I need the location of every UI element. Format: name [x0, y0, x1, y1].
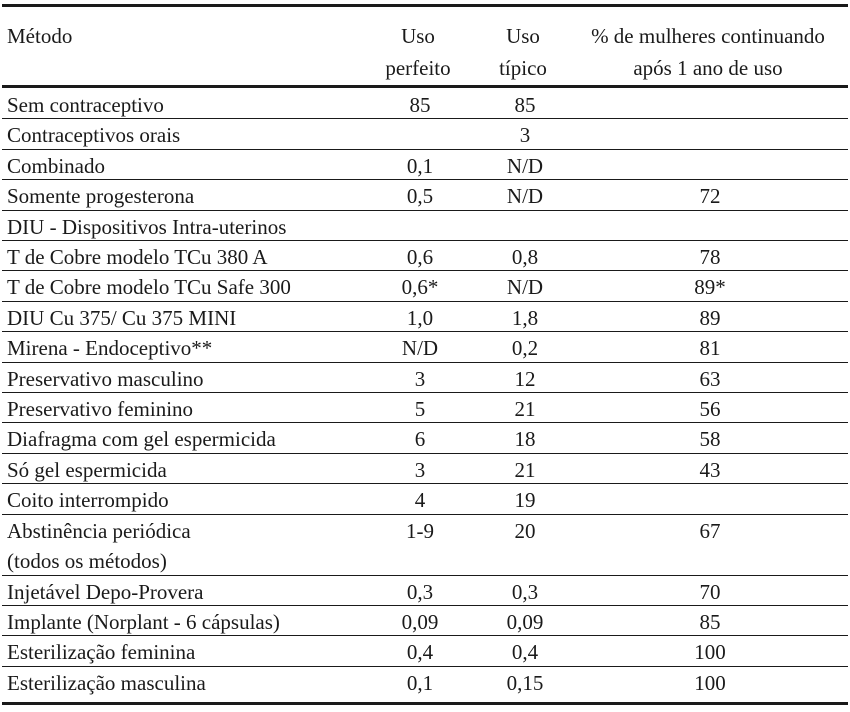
- header-uso-tipico: [477, 20, 569, 84]
- cell-uso-tipico: 18: [514, 427, 536, 452]
- table-row: [2, 149, 848, 180]
- cell-uso-perfeito: 6: [414, 427, 426, 452]
- table-row: [2, 422, 848, 453]
- cell-metodo: Diafragma com gel espermicida: [7, 427, 276, 452]
- table-row: [2, 453, 848, 484]
- cell-pct-continuando: 81: [699, 336, 721, 361]
- cell-uso-perfeito: 5: [414, 397, 426, 421]
- cell-metodo: Abstinência periódica: [7, 518, 191, 543]
- table-row: [2, 88, 848, 119]
- cell-metodo: DIU Cu 375/ Cu 375 MINI: [7, 305, 237, 330]
- header-uso-perfeito-line2: perfeito: [385, 56, 451, 80]
- header-uso-tipico-line1: Uso: [506, 24, 540, 48]
- cell-uso-tipico: 85: [514, 93, 536, 117]
- table-row: [2, 210, 848, 241]
- cell-metodo: Injetável Depo-Provera: [7, 579, 204, 604]
- table-row: [2, 575, 848, 606]
- table-row: [2, 331, 848, 362]
- cell-uso-tipico: 0,15: [506, 670, 544, 695]
- table-row: [2, 666, 848, 696]
- cell-uso-perfeito: 4: [414, 488, 426, 513]
- cell-uso-tipico: N/D: [506, 184, 544, 209]
- cell-metodo: Somente progesterona: [7, 184, 195, 209]
- cell-metodo: T de Cobre modelo TCu Safe 300: [7, 275, 291, 300]
- cell-metodo: Implante (Norplant - 6 cápsulas): [7, 610, 280, 634]
- top-rule: [2, 4, 848, 7]
- cell-uso-tipico: 0,2: [511, 336, 539, 361]
- header-pct-line1: % de mulheres continuando: [591, 24, 825, 48]
- cell-pct-continuando: 100: [694, 640, 726, 665]
- cell-metodo: Contraceptivos orais: [7, 123, 181, 148]
- cell-uso-tipico: N/D: [506, 153, 544, 178]
- cell-pct-continuando: 43: [699, 457, 721, 482]
- cell-metodo: Mirena - Endoceptivo**: [7, 336, 213, 361]
- cell-uso-tipico: 21: [514, 457, 536, 482]
- cell-uso-perfeito: N/D: [401, 336, 439, 361]
- header-metodo: Método: [7, 24, 73, 48]
- cell-uso-tipico: N/D: [506, 275, 544, 300]
- cell-metodo: T de Cobre modelo TCu 380 A: [7, 245, 268, 269]
- table-row: [2, 605, 848, 636]
- cell-pct-continuando: 56: [699, 397, 721, 421]
- table-row: [2, 240, 848, 271]
- cell-uso-tipico: 3: [519, 123, 531, 148]
- cell-uso-tipico: 20: [514, 518, 536, 543]
- cell-pct-continuando: 58: [699, 427, 721, 452]
- cell-uso-perfeito: 0,5: [406, 184, 434, 209]
- table-row: [2, 635, 848, 666]
- cell-pct-continuando: 67: [699, 518, 721, 543]
- header-uso-perfeito-line1: Uso: [401, 24, 435, 48]
- cell-uso-tipico: 0,8: [511, 245, 539, 269]
- cell-metodo: DIU - Dispositivos Intra-uterinos: [7, 214, 287, 239]
- cell-uso-tipico: 1,8: [511, 305, 539, 330]
- cell-metodo-continued: (todos os métodos): [7, 548, 167, 573]
- cell-uso-perfeito: 1-9: [406, 518, 434, 543]
- cell-pct-continuando: 78: [699, 245, 721, 269]
- cell-uso-perfeito: 0,1: [406, 153, 434, 178]
- header-pct-line2: após 1 ano de uso: [633, 56, 783, 80]
- cell-metodo: Preservativo feminino: [7, 397, 194, 421]
- cell-pct-continuando: 89: [699, 305, 721, 330]
- cell-uso-tipico: 0,09: [506, 610, 544, 634]
- cell-pct-continuando: 70: [699, 579, 721, 604]
- cell-uso-tipico: 0,4: [511, 640, 539, 665]
- cell-pct-continuando: 85: [699, 610, 721, 634]
- header-uso-tipico-line2: típico: [499, 56, 547, 80]
- cell-pct-continuando: 72: [699, 184, 721, 209]
- table-row: [2, 362, 848, 393]
- cell-uso-perfeito: 0,3: [406, 579, 434, 604]
- cell-uso-perfeito: 85: [409, 93, 431, 117]
- cell-uso-perfeito: 0,6*: [401, 275, 439, 300]
- cell-uso-perfeito: 0,6: [406, 245, 434, 269]
- cell-pct-continuando: 100: [694, 670, 726, 695]
- table-row: [2, 118, 848, 149]
- table-row: [2, 514, 848, 576]
- table-row: [2, 301, 848, 332]
- cell-uso-perfeito: 3: [414, 366, 426, 391]
- table-row: [2, 483, 848, 514]
- cell-uso-tipico: 19: [514, 488, 536, 513]
- table-row: [2, 179, 848, 210]
- cell-uso-perfeito: 3: [414, 457, 426, 482]
- cell-uso-tipico: 12: [514, 366, 536, 391]
- cell-uso-tipico: 21: [514, 397, 536, 421]
- header-pct-continuando: [572, 20, 844, 84]
- cell-uso-perfeito: 1,0: [406, 305, 434, 330]
- cell-uso-perfeito: 0,4: [406, 640, 434, 665]
- cell-pct-continuando: 63: [699, 366, 721, 391]
- cell-metodo: Esterilização masculina: [7, 670, 206, 695]
- table-row: [2, 270, 848, 301]
- cell-uso-perfeito: 0,09: [401, 610, 439, 634]
- cell-metodo: Só gel espermicida: [7, 457, 167, 482]
- header-uso-perfeito: [368, 20, 468, 84]
- cell-metodo: Esterilização feminina: [7, 640, 196, 665]
- cell-metodo: Coito interrompido: [7, 488, 169, 513]
- cell-uso-tipico: 0,3: [511, 579, 539, 604]
- table-row: [2, 392, 848, 423]
- cell-metodo: Combinado: [7, 153, 105, 178]
- cell-pct-continuando: 89*: [694, 275, 726, 300]
- bottom-rule: [2, 702, 848, 705]
- cell-metodo: Sem contraceptivo: [7, 93, 164, 117]
- cell-uso-perfeito: 0,1: [406, 670, 434, 695]
- cell-metodo: Preservativo masculino: [7, 366, 204, 391]
